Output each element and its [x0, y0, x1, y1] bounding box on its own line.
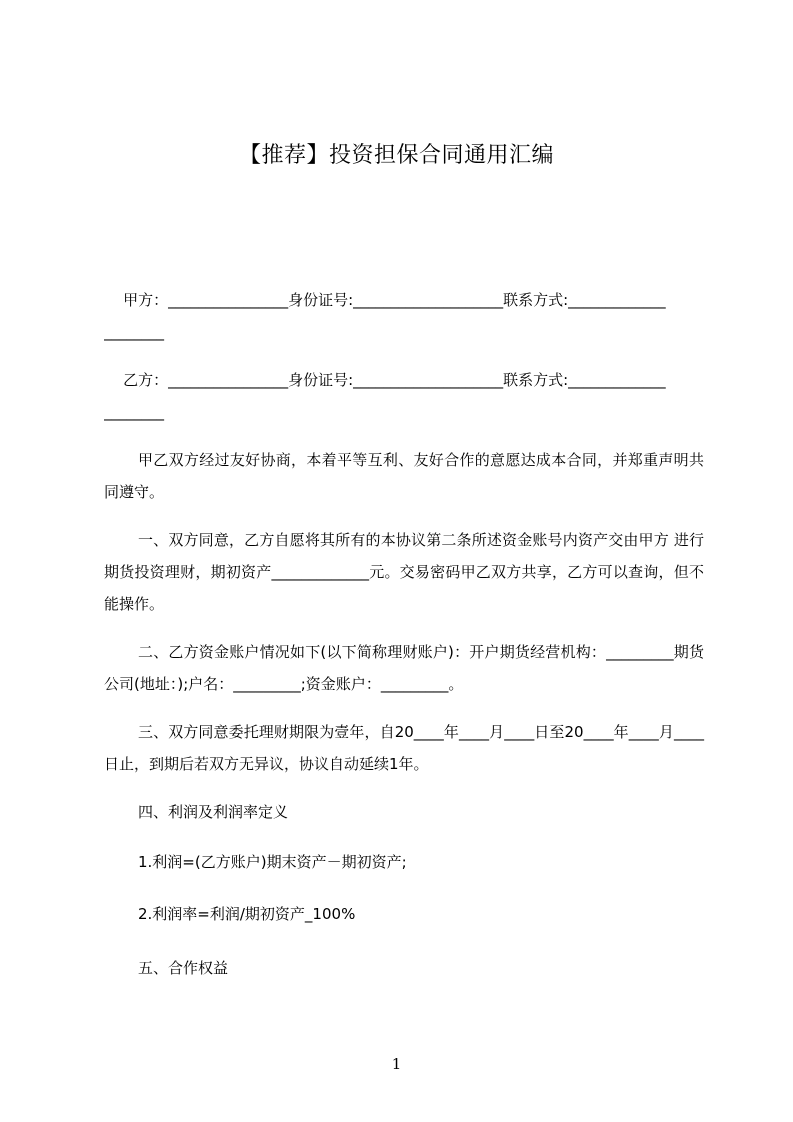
- clause-4-item-2: 2.利润率=利润/期初资产_100%: [138, 905, 356, 923]
- clause-5-heading: 五、合作权益: [138, 959, 229, 977]
- document-title: 【推荐】投资担保合同通用汇编: [238, 143, 554, 168]
- clause-4-heading: 四、利润及利润率定义: [138, 803, 289, 821]
- clause-3-paragraph: 三、双方同意委托理财期限为壹年，自20____年____月____日至20____年____月____日止，到期后若双方无异议，协议自动延续1年。: [104, 723, 704, 773]
- party-a-line-continued: ________: [104, 323, 164, 341]
- party-a-line: 甲方：________________身份证号:____________________联系方式:_____________: [104, 291, 666, 309]
- clause-4-item-1: 1.利润=(乙方账户)期末资产－期初资产;: [138, 853, 407, 871]
- page-number: 1: [391, 1055, 402, 1073]
- party-b-line: 乙方：________________身份证号:____________________联系方式:_____________: [104, 371, 666, 389]
- preamble-paragraph: 甲乙双方经过友好协商，本着平等互利、友好合作的意愿达成本合同，并郑重声明共同遵守。: [104, 451, 704, 501]
- clause-1-paragraph: 一、双方同意，乙方自愿将其所有的本协议第二条所述资金账号内资产交由甲方 进行期货投资理财，期初资产_____________元。交易密码甲乙双方共享，乙方可以查询，但不能操作。: [104, 531, 704, 613]
- clause-2-paragraph: 二、乙方资金账户情况如下(以下简称理财账户)：开户期货经营机构：_________期货公司(地址：);户名：_________;资金账户：_________。: [104, 643, 704, 693]
- party-b-line-continued: ________: [104, 403, 164, 421]
